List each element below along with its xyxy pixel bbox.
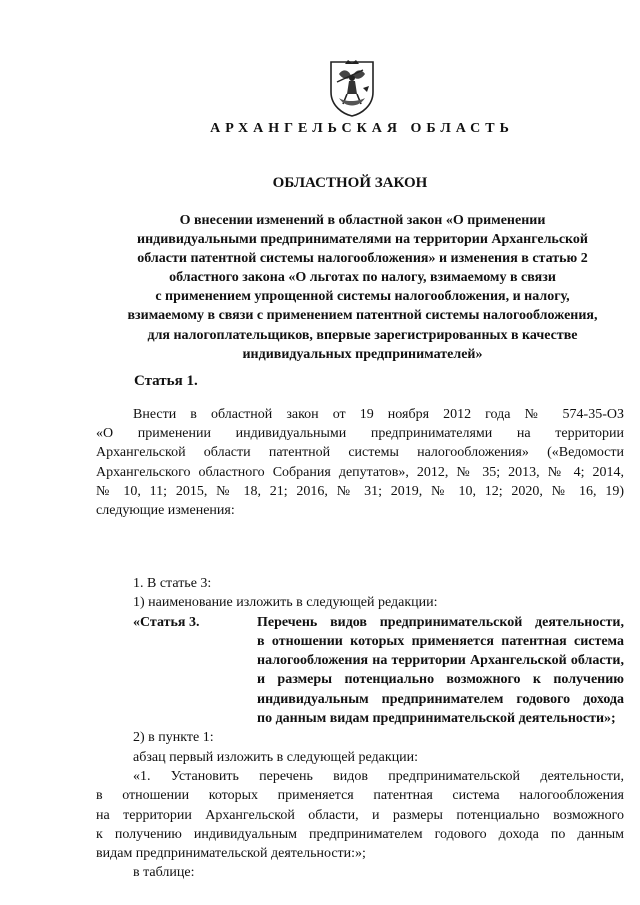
article-3-title-line: Перечень видов предпринимательской деятельности, — [257, 614, 624, 630]
intro-line: «О применении индивидуальными предпринимателями на территории — [96, 426, 624, 442]
intro-line: Архангельской области патентной системы налогообложения» («Ведомости — [96, 445, 624, 461]
law-title-line: для налогоплательщиков, впервые зарегистрированных в качестве — [147, 327, 578, 343]
quote-line: в отношении которых применяется патентная система налогообложения — [96, 788, 624, 804]
article-3-new-title — [96, 613, 624, 729]
article-3-label: «Статья 3. — [133, 614, 200, 630]
article-3-title-line: и размеры потенциально возможного к получению — [257, 672, 624, 688]
law-title-line: индивидуальными предпринимателями на территории Архангельской — [137, 232, 588, 248]
archangel-coat-of-arms-icon — [327, 58, 377, 118]
article-1-body — [96, 574, 624, 883]
article-3-title-line: по данным видам предпринимательской деятельности»; — [257, 711, 616, 727]
quote-line: «1. Установить перечень видов предпринимательской деятельности, — [133, 768, 624, 784]
article-3-title-line: в отношении которых применяется патентная система — [257, 633, 624, 649]
article-1-intro — [96, 405, 624, 520]
region-name: АРХАНГЕЛЬСКАЯ ОБЛАСТЬ — [210, 121, 514, 136]
law-title-line: индивидуальных предпринимателей» — [242, 346, 483, 362]
intro-line: Внести в областной закон от 19 ноября 2012 года № 574-35-ОЗ — [133, 407, 624, 422]
law-title-line: с применением упрощенной системы налогообложения, и налогу, — [155, 289, 570, 305]
intro-line: Архангельского областного Собрания депутатов», 2012, № 35; 2013, № 4; 2014, — [96, 464, 624, 480]
subitem-2-text: абзац первый изложить в следующей редакции: — [133, 749, 419, 765]
article-1-heading: Статья 1. — [134, 373, 198, 389]
paragraph-1-new-text — [96, 767, 624, 863]
law-title-line: О внесении изменений в областной закон «О применении — [179, 213, 546, 228]
subitem-2: 2) в пункте 1: — [133, 730, 214, 746]
law-title-line: областного закона «О льготах по налогу, взимаемому в связи — [169, 270, 556, 286]
quote-line: на территории Архангельской области, и размеры потенциально возможного — [96, 807, 624, 823]
in-table: в таблице: — [133, 865, 195, 881]
intro-line: № 10, 11; 2015, № 18, 21; 2016, № 31; 2019, № 10, 12; 2020, № 16, 19) — [96, 483, 624, 499]
item-1: 1. В статье 3: — [133, 576, 212, 591]
law-title-line: области патентной системы налогообложения» и изменения в статью 2 — [137, 251, 588, 267]
article-3-title-line: индивидуальным предпринимателем годового дохода — [257, 691, 624, 707]
law-type: ОБЛАСТНОЙ ЗАКОН — [272, 175, 428, 191]
subitem-1: 1) наименование изложить в следующей редакции: — [133, 595, 438, 611]
quote-line: к получению индивидуальным предпринимателем годового дохода по данным — [96, 826, 624, 842]
quote-line: видам предпринимательской деятельности:»; — [96, 846, 366, 862]
intro-line: следующие изменения: — [96, 503, 235, 519]
article-3-title-line: налогообложения на территории Архангельской области, — [257, 653, 624, 669]
law-title — [100, 211, 625, 364]
law-title-line: взимаемому в связи с применением патентной системы налогообложения, — [127, 308, 598, 324]
